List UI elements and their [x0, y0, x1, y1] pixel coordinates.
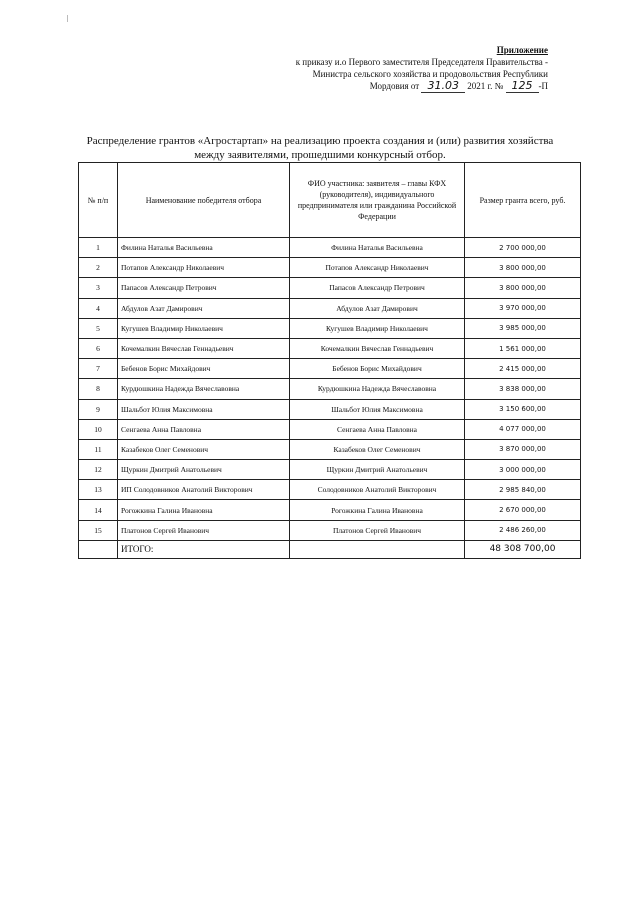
row-number: 10: [79, 419, 118, 439]
table-row: [79, 379, 581, 399]
order-suffix: -П: [538, 81, 548, 91]
row-participant: Щуркин Дмитрий Анатольевич: [290, 460, 465, 480]
grants-table: [78, 162, 581, 559]
table-row: [79, 500, 581, 520]
row-number: 1: [79, 238, 118, 258]
order-number: 125: [506, 79, 539, 93]
scan-mark: [67, 15, 68, 22]
total-empty-cell: [79, 540, 118, 558]
appendix-line-3: [296, 80, 548, 92]
row-participant: Бебенов Борис Михайдович: [290, 359, 465, 379]
row-participant: Филина Наталья Васильевна: [290, 238, 465, 258]
row-amount: 2 486 260,00: [465, 520, 581, 540]
appendix-prefix: Мордовия от: [369, 81, 420, 91]
row-winner: Абдулов Азат Дамирович: [118, 298, 290, 318]
row-amount: 2 670 000,00: [465, 500, 581, 520]
row-participant: Сенгаева Анна Павловна: [290, 419, 465, 439]
document-heading: [60, 134, 580, 162]
row-number: 11: [79, 439, 118, 459]
row-participant: Папасов Александр Петрович: [290, 278, 465, 298]
row-number: 3: [79, 278, 118, 298]
row-number: 12: [79, 460, 118, 480]
row-winner: Рогожкина Галина Ивановна: [118, 500, 290, 520]
row-amount: 4 077 000,00: [465, 419, 581, 439]
row-amount: 3 000 000,00: [465, 460, 581, 480]
row-amount: 3 838 000,00: [465, 379, 581, 399]
row-amount: 3 800 000,00: [465, 278, 581, 298]
row-participant: Платонов Сергей Иванович: [290, 520, 465, 540]
row-number: 5: [79, 318, 118, 338]
header-participant: ФИО участника: заявителя – главы КФХ (руководителя), индивидуального предпринимателя или гражданина Российской Федерации: [290, 163, 465, 238]
row-number: 13: [79, 480, 118, 500]
row-participant: Потапов Александр Николаевич: [290, 258, 465, 278]
appendix-title: Приложение: [496, 45, 548, 55]
appendix-year: 2021 г. №: [467, 81, 504, 91]
appendix-block: [296, 44, 548, 92]
header-grant-amount: Размер гранта всего, руб.: [465, 163, 581, 238]
row-winner: Филина Наталья Васильевна: [118, 238, 290, 258]
table-row: [79, 520, 581, 540]
row-amount: 3 800 000,00: [465, 258, 581, 278]
row-winner: Щуркин Дмитрий Анатольевич: [118, 460, 290, 480]
row-winner: Курдюшкина Надежда Вячеславовна: [118, 379, 290, 399]
row-winner: Кочемалкин Вячеслав Геннадьевич: [118, 338, 290, 358]
row-amount: 3 150 600,00: [465, 399, 581, 419]
table-row: [79, 480, 581, 500]
row-participant: Абдулов Азат Дамирович: [290, 298, 465, 318]
row-winner: Кугушев Владимир Николаевич: [118, 318, 290, 338]
row-number: 7: [79, 359, 118, 379]
row-amount: 2 415 000,00: [465, 359, 581, 379]
row-participant: Курдюшкина Надежда Вячеславовна: [290, 379, 465, 399]
table-row: [79, 460, 581, 480]
row-winner: Сенгаева Анна Павловна: [118, 419, 290, 439]
table-row: [79, 359, 581, 379]
row-participant: Казабеков Олег Семенович: [290, 439, 465, 459]
appendix-line-2: Министра сельского хозяйства и продовольствия Республики: [312, 69, 548, 79]
table-header-row: [79, 163, 581, 238]
table-row: [79, 419, 581, 439]
row-amount: 1 561 000,00: [465, 338, 581, 358]
heading-line-1: Распределение грантов «Агростартап» на реализацию проекта создания и (или) развития хозяйства: [86, 135, 554, 147]
total-row: [79, 540, 581, 558]
row-participant: Кочемалкин Вячеслав Геннадьевич: [290, 338, 465, 358]
row-winner: Потапов Александр Николаевич: [118, 258, 290, 278]
row-amount: 3 985 000,00: [465, 318, 581, 338]
row-number: 8: [79, 379, 118, 399]
row-winner: Казабеков Олег Семенович: [118, 439, 290, 459]
row-number: 4: [79, 298, 118, 318]
appendix-line-1: к приказу и.о Первого заместителя Председателя Правительства -: [295, 57, 548, 67]
row-amount: 2 700 000,00: [465, 238, 581, 258]
row-number: 2: [79, 258, 118, 278]
total-value: 48 308 700,00: [465, 540, 581, 558]
header-winner: Наименование победителя отбора: [118, 163, 290, 238]
row-winner: Платонов Сергей Иванович: [118, 520, 290, 540]
table-row: [79, 399, 581, 419]
row-number: 15: [79, 520, 118, 540]
row-winner: Шальбот Юлия Максимовна: [118, 399, 290, 419]
row-participant: Шальбот Юлия Максимовна: [290, 399, 465, 419]
row-number: 14: [79, 500, 118, 520]
table-row: [79, 338, 581, 358]
row-participant: Рогожкина Галина Ивановна: [290, 500, 465, 520]
row-winner: Бебенов Борис Михайдович: [118, 359, 290, 379]
header-number: № п/п: [79, 163, 118, 238]
row-number: 9: [79, 399, 118, 419]
table-row: [79, 439, 581, 459]
total-empty-cell-2: [290, 540, 465, 558]
heading-line-2: между заявителями, прошедшими конкурсный отбор.: [194, 149, 446, 161]
row-amount: 3 870 000,00: [465, 439, 581, 459]
row-participant: Солодовников Анатолий Викторович: [290, 480, 465, 500]
row-number: 6: [79, 338, 118, 358]
table-row: [79, 278, 581, 298]
row-amount: 3 970 000,00: [465, 298, 581, 318]
table-row: [79, 238, 581, 258]
table-row: [79, 258, 581, 278]
table-row: [79, 298, 581, 318]
row-winner: ИП Солодовников Анатолий Викторович: [118, 480, 290, 500]
row-amount: 2 985 840,00: [465, 480, 581, 500]
row-winner: Папасов Александр Петрович: [118, 278, 290, 298]
row-participant: Кугушев Владимир Николаевич: [290, 318, 465, 338]
total-label: ИТОГО:: [118, 540, 290, 558]
table-row: [79, 318, 581, 338]
order-date: 31.03: [421, 79, 465, 93]
